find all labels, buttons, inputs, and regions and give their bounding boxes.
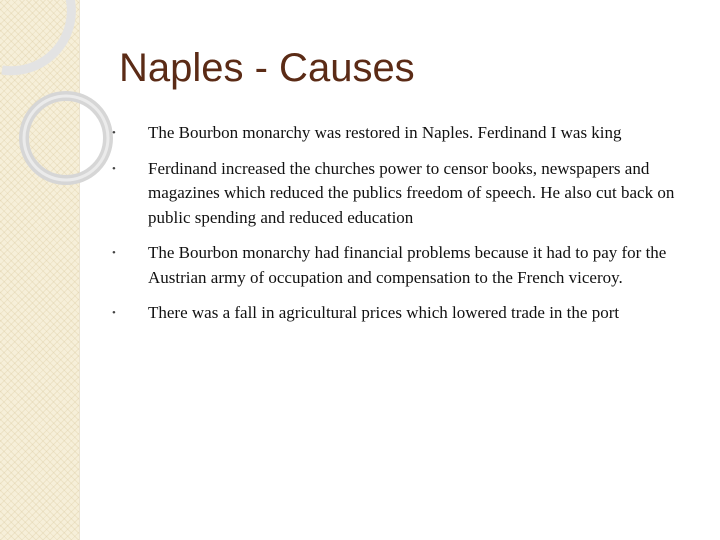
bullet-text: The Bourbon monarchy had financial problems because it had to pay for the Austrian army of occupation and compensation to the French viceroy. (148, 243, 667, 287)
bullet-list (112, 121, 702, 337)
bullet-text: Ferdinand increased the churches power to censor books, newspapers and magazines which reduced the publics freedom of speech. He also cut back on public spending and reduced education (148, 158, 675, 227)
bullet-dot-icon: • (112, 307, 116, 319)
bullet-item (112, 121, 702, 146)
slide-title: Naples - Causes (119, 46, 415, 90)
bullet-text: There was a fall in agricultural prices which lowered trade in the port (148, 303, 620, 322)
bullet-dot-icon: • (112, 127, 116, 139)
bullet-item (112, 301, 702, 326)
large-ring-highlight (24, 96, 108, 180)
bullet-text: The Bourbon monarchy was restored in Naples. Ferdinand I was king (148, 123, 622, 142)
bullet-dot-icon: • (112, 247, 116, 259)
bullet-dot-icon: • (112, 162, 116, 175)
bullet-item (112, 241, 702, 290)
small-ring-arc (2, 0, 71, 71)
bullet-item (112, 157, 702, 231)
